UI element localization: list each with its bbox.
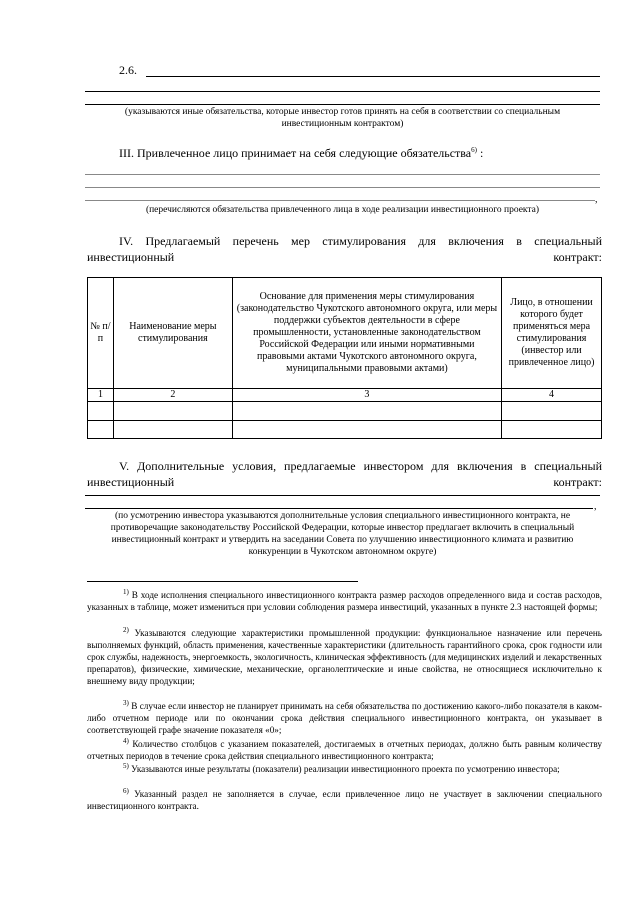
column-number: 2 xyxy=(113,389,232,402)
footnote-6 xyxy=(87,788,602,812)
item-2-6-fill-line xyxy=(146,76,600,77)
table-number-row xyxy=(88,389,602,402)
header-cell: Лицо, в отношении которого будет применяться мера стимулирования (инвестор или привлеченное лицо) xyxy=(502,278,602,389)
footnote-mark: 6) xyxy=(123,786,129,795)
fill-line xyxy=(85,187,600,188)
footnote-text: Указываются иные результаты (показатели) реализации инвестиционного проекта по усмотрению инвестора; xyxy=(131,764,560,774)
footnote-1 xyxy=(87,589,602,613)
table-header-row xyxy=(88,278,602,389)
fill-line xyxy=(85,91,600,92)
table-cell xyxy=(232,421,501,439)
footnote-5 xyxy=(87,763,602,775)
column-number: 1 xyxy=(88,389,114,402)
header-cell: № п/п xyxy=(88,278,114,389)
section-5-heading: V. Дополнительные условия, предлагаемые инвестором для включения в специальный инвестиционный контракт: xyxy=(87,459,602,489)
footnote-mark: 3) xyxy=(123,698,129,707)
column-number: 3 xyxy=(232,389,501,402)
footnote-4 xyxy=(87,738,602,762)
table-row xyxy=(88,421,602,439)
header-cell: Основание для применения меры стимулирования (законодательство Чукотского автономного округа, или меры поддержки субъектов деятельности в сфере промышленности, установленные законодательством Российской Федерации или иными нормативными правовыми актами Чукотского автономного округа, муниципальными правовыми актами) xyxy=(232,278,501,389)
table-cell xyxy=(232,402,501,421)
footnote-mark: 4) xyxy=(123,736,129,745)
footnote-mark: 1) xyxy=(123,587,129,596)
header-cell: Наименование меры стимулирования xyxy=(113,278,232,389)
table-cell xyxy=(502,421,602,439)
item-2-6-label: 2.6. xyxy=(119,63,137,77)
stimulus-measures-table xyxy=(87,277,602,439)
caption-attracted-obligations: (перечисляются обязательства привлеченного лица в ходе реализации инвестиционного проекта) xyxy=(145,205,540,215)
footnote-text: В случае если инвестор не планирует принимать на себя обязательства по достижению какого-либо показателя в каком-либо отчетном периоде или по окончании срока действия специального инвестиционного контракта, он указывает в соответствующей графе значение показателя «0»; xyxy=(87,701,603,735)
fill-line xyxy=(85,508,593,509)
caption-other-obligations: (указываются иные обязательства, которые инвестор готов принять на себя в соответствии со специальным инвестиционным контрактом) xyxy=(124,107,561,129)
footnote-separator xyxy=(87,581,358,582)
footnote-mark: 5) xyxy=(123,761,129,770)
column-number: 4 xyxy=(502,389,602,402)
footnote-ref: 6) xyxy=(471,146,477,154)
line-end-comma: , xyxy=(594,501,597,512)
footnote-text: Количество столбцов с указанием показателей, достигаемых в отчетных периодах, должно быть равным количеству отчетных периодов в течение срока действия специального инвестиционного контракта; xyxy=(87,739,603,761)
table-row xyxy=(88,402,602,421)
table-cell xyxy=(88,421,114,439)
fill-line xyxy=(85,174,600,175)
footnote-text: Указанный раздел не заполняется в случае, если привлеченное лицо не участвует в заключении специального инвестиционного контракта. xyxy=(87,789,602,811)
footnote-text: Указываются следующие характеристики промышленной продукции: функциональное назначение или перечень выполняемых функций, область применения, качественные характеристики (длительность гарантийного срока, срок годности или срок службы, надежность, энергоемкость, экологичность, клиническая эффективность (для медицинских изделий и лекарственных препаратов), физические, химические, механические, органолептические и иные свойства, не относящиеся исключительно к внешнему виду продукции; xyxy=(87,628,602,686)
table-cell xyxy=(502,402,602,421)
footnote-3 xyxy=(87,700,602,736)
section-3-heading xyxy=(119,146,599,161)
footnote-2 xyxy=(87,627,602,687)
caption-additional-conditions: (по усмотрению инвестора указываются дополнительные условия специального инвестиционного контракта, не противоречащие законодательству Российской Федерации, которые инвестор предлагает включить в специальный инвестиционный контракт и утвердить на заседании Совета по улучшению инвестиционного климата и развитию конкуренции в Чукотском автономном округе) xyxy=(110,511,575,557)
footnote-text: В ходе исполнения специального инвестиционного контракта размер расходов определенного вида и состав расходов, указанных в таблице, может измениться при условии соблюдения размера инвестиций, указанных в пункте 2.3 настоящей формы; xyxy=(87,590,603,612)
footnote-mark: 2) xyxy=(123,625,129,634)
table-cell xyxy=(113,421,232,439)
section-3-text: III. Привлеченное лицо принимает на себя следующие обязательства xyxy=(119,146,472,160)
fill-line xyxy=(85,104,600,105)
fill-line xyxy=(85,200,595,201)
table-cell xyxy=(88,402,114,421)
fill-line xyxy=(85,495,600,496)
section-4-text: IV. Предлагаемый перечень мер стимулирования для включения в специальный инвестиционный контракт: xyxy=(87,234,602,264)
section-3-suffix: : xyxy=(476,146,484,160)
table-cell xyxy=(113,402,232,421)
line-end-comma: , xyxy=(595,194,598,205)
